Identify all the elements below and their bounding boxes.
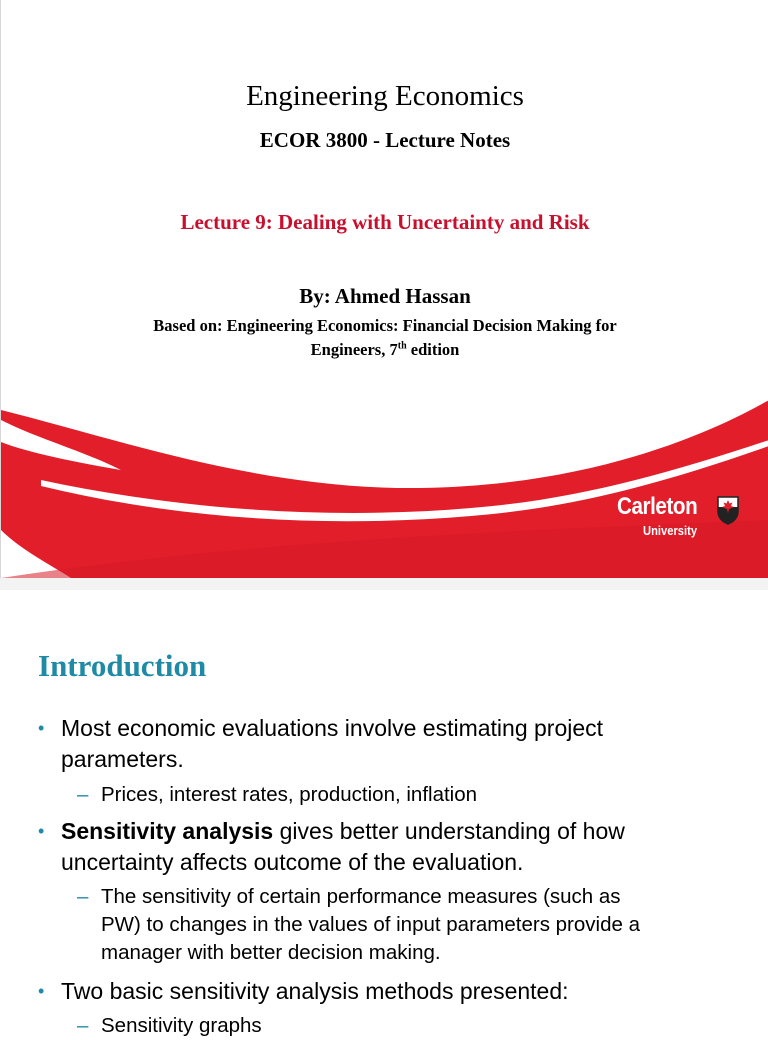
sub-bullet-text: Prices, interest rates, production, inflation <box>101 783 478 806</box>
bullet-text: uncertainty affects outcome of the evaluation. <box>61 849 524 875</box>
dash-icon: – <box>77 885 89 908</box>
dash-icon: – <box>77 783 89 806</box>
based-on-text: Engineers, 7 <box>310 340 398 359</box>
bold-term: Sensitivity analysis <box>61 818 274 844</box>
bullet-icon: • <box>38 821 45 841</box>
course-subtitle: ECOR 3800 - Lecture Notes <box>259 128 511 152</box>
section-heading: Introduction <box>38 648 207 683</box>
lecture-title: Lecture 9: Dealing with Uncertainty and Risk <box>180 210 590 234</box>
carleton-university-logo <box>613 493 743 543</box>
bullet-icon: • <box>38 981 45 1001</box>
page-gap <box>0 578 768 590</box>
sub-bullet-text: manager with better decision making. <box>101 941 441 964</box>
based-on-line-1: Based on: Engineering Economics: Financial Decision Making for <box>153 316 617 335</box>
author-line: By: Ahmed Hassan <box>299 284 471 308</box>
bullet-text <box>61 816 741 847</box>
red-swoosh-graphic <box>1 380 768 578</box>
sub-bullet-text: PW) to changes in the values of input parameters provide a <box>101 913 640 936</box>
sub-bullet-text: The sensitivity of certain performance measures (such as <box>101 885 621 908</box>
based-on-line-2 <box>1 340 768 360</box>
logo-wordmark: Carleton <box>617 493 698 520</box>
bullet-text: parameters. <box>61 746 184 772</box>
edition-superscript: th <box>397 340 407 352</box>
edition-text: edition <box>406 340 460 359</box>
slide-title: Engineering Economics <box>246 80 524 112</box>
shield-icon <box>716 495 740 525</box>
logo-subtext: University <box>643 523 698 538</box>
bullet-text: Most economic evaluations involve estimating project <box>61 715 604 741</box>
bullet-text: Two basic sensitivity analysis methods presented: <box>61 978 569 1004</box>
dash-icon: – <box>77 1014 89 1037</box>
sub-bullet-text: Sensitivity graphs <box>101 1014 262 1037</box>
bullet-text-rest: gives better understanding of how <box>273 818 625 844</box>
bullet-icon: • <box>38 718 45 738</box>
